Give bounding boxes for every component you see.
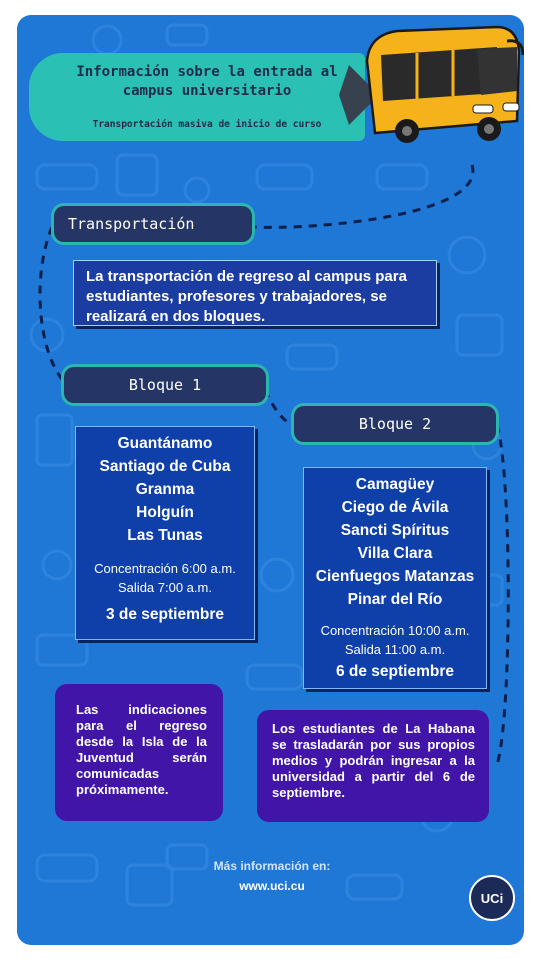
header-title: Información sobre la entrada al campus universitario — [76, 64, 338, 99]
bloque2-city: Sancti Spíritus — [340, 522, 450, 539]
bloque2-salida: Salida 11:00 a.m. — [344, 642, 446, 657]
bloque1-city: Holguín — [136, 504, 194, 521]
header-subtitle: Transportación masiva de inicio de curso — [92, 119, 322, 130]
footer-url[interactable]: www.uci.cu — [239, 879, 305, 893]
bloque2-city: Pinar del Río — [347, 591, 443, 608]
bus-icon — [357, 21, 524, 149]
bloque1-date: 3 de septiembre — [105, 606, 225, 623]
bloque2-city: Ciego de Ávila — [341, 499, 449, 516]
bloque1-city: Guantánamo — [117, 435, 213, 452]
footer-label: Más información en: — [213, 859, 331, 873]
bloque2-city: Camagüey — [355, 476, 435, 493]
bloque1-label: Bloque 1 — [64, 367, 266, 403]
bloque1-city: Santiago de Cuba — [99, 458, 231, 475]
note-la-habana: Los estudiantes de La Habana se trasladarán por sus propios medios y podrán ingresar a la universidad a partir del 6 de septiembre. — [257, 710, 489, 822]
bloque2-label: Bloque 2 — [294, 406, 496, 442]
bloque1-concentracion: Concentración 6:00 a.m. — [94, 561, 236, 576]
bloque1-city: Granma — [135, 481, 195, 498]
section-label-transportacion: Transportación — [54, 206, 252, 242]
note-isla-juventud: Las indicaciones para el regreso desde la Isla de la Juventud serán comunicadas próximamente. — [55, 684, 223, 821]
bloque1-box — [75, 426, 255, 640]
uci-logo: UCi — [469, 875, 515, 921]
bloque1-city: Las Tunas — [127, 527, 203, 544]
infographic-card — [17, 15, 524, 945]
bloque2-box — [303, 467, 487, 689]
bloque2-city: Villa Clara — [357, 545, 433, 562]
bloque1-salida: Salida 7:00 a.m. — [118, 580, 212, 595]
bloque2-city: Cienfuegos Matanzas — [315, 568, 475, 585]
intro-text: La transportación de regreso al campus para estudiantes, profesores y trabajadores, se realizará en dos bloques. — [73, 260, 437, 326]
bloque2-date: 6 de septiembre — [335, 663, 455, 680]
bloque2-concentracion: Concentración 10:00 a.m. — [320, 623, 470, 638]
